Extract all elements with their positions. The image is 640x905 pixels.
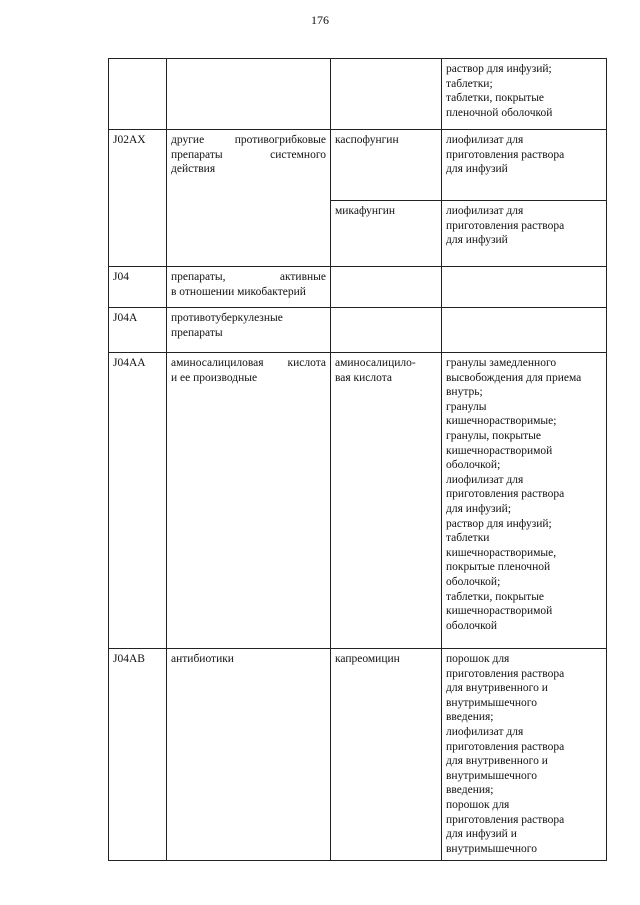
atc-code-cell: J04AB xyxy=(109,649,167,861)
drug-cell xyxy=(331,267,442,308)
table-row xyxy=(109,130,607,201)
drug-cell: микафунгин xyxy=(331,201,442,267)
drug-cell: аминосалицило- вая кислота xyxy=(331,353,442,649)
table-row xyxy=(109,59,607,130)
table-row xyxy=(109,267,607,308)
group-cell xyxy=(167,59,331,130)
dosage-form-cell: раствор для инфузий; таблетки; таблетки, покрытые пленочной оболочкой xyxy=(442,59,607,130)
dosage-form-cell xyxy=(442,308,607,353)
drug-cell: капреомицин xyxy=(331,649,442,861)
group-cell: аминосалициловая кислота и ее производные xyxy=(167,353,331,649)
dosage-form-cell: лиофилизат для приготовления раствора для инфузий xyxy=(442,130,607,201)
drug-cell: каспофунгин xyxy=(331,130,442,201)
atc-code-cell: J04AA xyxy=(109,353,167,649)
atc-code-cell: J04 xyxy=(109,267,167,308)
group-cell: препараты, активные в отношении микобактерий xyxy=(167,267,331,308)
table-row xyxy=(109,353,607,649)
group-cell: другие противогрибковые препараты системного действия xyxy=(167,130,331,267)
group-cell: антибиотики xyxy=(167,649,331,861)
atc-code-cell xyxy=(109,59,167,130)
drug-classification-table xyxy=(108,58,607,861)
group-cell: противотуберкулезные препараты xyxy=(167,308,331,353)
dosage-form-cell xyxy=(442,267,607,308)
page-number: 176 xyxy=(311,13,329,27)
dosage-form-cell: гранулы замедленного высвобождения для приема внутрь; гранулы кишечнорастворимые; гранулы, покрытые кишечнорастворимой оболочкой; лиофилизат для приготовления раствора для инфузий; раствор для инфузий; таблетки кишечнорастворимые, покрытые пленочной оболочкой; таблетки, покрытые кишечнорастворимой оболочкой xyxy=(442,353,607,649)
table-row xyxy=(109,649,607,861)
drug-cell xyxy=(331,308,442,353)
dosage-form-cell: лиофилизат для приготовления раствора для инфузий xyxy=(442,201,607,267)
table-row xyxy=(109,308,607,353)
drug-cell xyxy=(331,59,442,130)
dosage-form-cell: порошок для приготовления раствора для внутривенного и внутримышечного введения; лиофилизат для приготовления раствора для внутривенного и внутримышечного введения; порошок для приготовления раствора для инфузий и внутримышечного xyxy=(442,649,607,861)
atc-code-cell: J04A xyxy=(109,308,167,353)
atc-code-cell: J02AX xyxy=(109,130,167,267)
